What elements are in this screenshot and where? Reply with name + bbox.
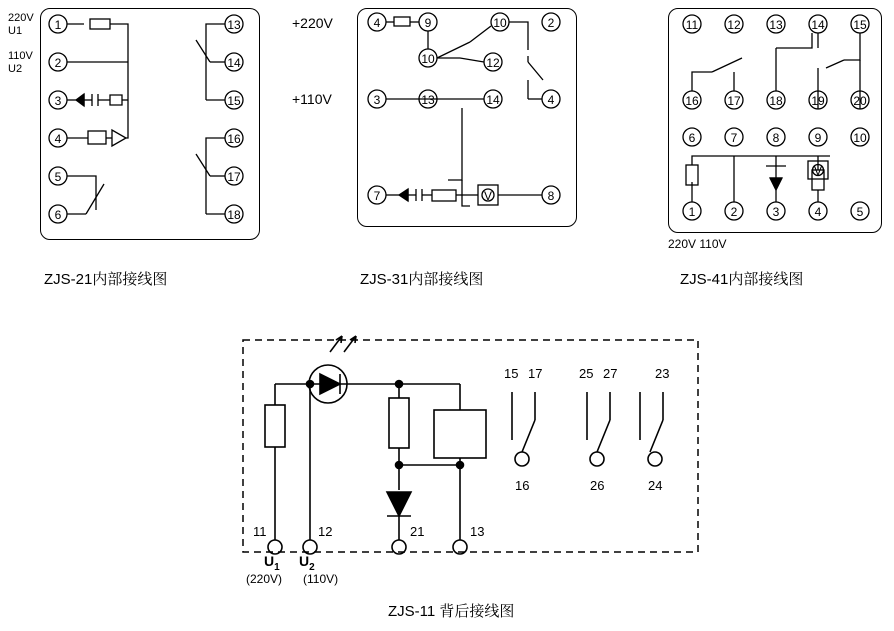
zjs11-contact-15: 15 <box>504 366 519 381</box>
zjs11-caption: ZJS-11 背后接线图 <box>388 603 515 620</box>
zjs11-u1-voltage: (220V) <box>246 572 283 586</box>
svg-text:12: 12 <box>486 56 500 70</box>
zjs11-contact-24: 24 <box>648 478 663 493</box>
svg-text:V: V <box>483 189 493 203</box>
svg-text:2: 2 <box>730 205 738 219</box>
svg-text:11: 11 <box>685 18 699 32</box>
zjs11-u1-label: $U_1$ <box>264 553 280 573</box>
svg-text:4: 4 <box>814 205 822 219</box>
svg-text:15: 15 <box>227 94 241 108</box>
zjs31-label-110v: +110V <box>292 91 332 107</box>
svg-text:17: 17 <box>227 170 241 184</box>
svg-text:4: 4 <box>54 132 62 146</box>
svg-text:12: 12 <box>727 18 741 32</box>
zjs21-caption: ZJS-21内部接线图 <box>44 271 168 288</box>
svg-text:16: 16 <box>227 132 241 146</box>
svg-text:8: 8 <box>772 131 780 145</box>
svg-text:3: 3 <box>772 205 780 219</box>
svg-text:1: 1 <box>688 205 696 219</box>
svg-text:19: 19 <box>811 94 825 108</box>
svg-text:5: 5 <box>856 205 864 219</box>
zjs11-terminal-12: 12 <box>318 524 333 539</box>
zjs41-bottom-label: 220V 110V <box>668 237 727 251</box>
svg-text:1: 1 <box>54 18 62 32</box>
svg-text:6: 6 <box>688 131 696 145</box>
svg-text:9: 9 <box>424 16 432 30</box>
zjs31-caption: ZJS-31内部接线图 <box>360 271 484 288</box>
svg-text:9: 9 <box>814 131 822 145</box>
zjs11-u2-voltage: (110V) <box>303 572 339 586</box>
svg-text:4: 4 <box>547 93 555 107</box>
svg-text:14: 14 <box>486 93 500 107</box>
svg-text:17: 17 <box>727 94 741 108</box>
svg-text:18: 18 <box>227 208 241 222</box>
zjs11-contact-17: 17 <box>528 366 543 381</box>
svg-text:7: 7 <box>730 131 738 145</box>
svg-text:3: 3 <box>54 94 62 108</box>
svg-text:10: 10 <box>493 16 507 30</box>
zjs11-terminal-13: 13 <box>470 524 485 539</box>
svg-text:5: 5 <box>54 170 62 184</box>
svg-text:13: 13 <box>421 93 435 107</box>
svg-text:10: 10 <box>853 131 867 145</box>
svg-text:13: 13 <box>769 18 783 32</box>
svg-text:10: 10 <box>421 52 435 66</box>
svg-text:6: 6 <box>54 208 62 222</box>
zjs11-contact-25: 25 <box>579 366 594 381</box>
svg-text:14: 14 <box>811 18 825 32</box>
zjs11-contact-26: 26 <box>590 478 605 493</box>
svg-text:V: V <box>813 164 823 178</box>
zjs11-contact-27: 27 <box>603 366 618 381</box>
svg-text:16: 16 <box>685 94 699 108</box>
svg-text:14: 14 <box>227 56 241 70</box>
svg-text:3: 3 <box>373 93 381 107</box>
zjs11-u2-label: $U_2$ <box>299 553 315 573</box>
svg-text:4: 4 <box>373 16 381 30</box>
svg-text:2: 2 <box>547 16 555 30</box>
zjs11-terminal-11: 11 <box>253 524 267 539</box>
zjs21-label-110v: 110V U2 <box>8 50 33 75</box>
zjs41-caption: ZJS-41内部接线图 <box>680 271 804 288</box>
zjs21-label-220v: 220V U1 <box>8 12 34 37</box>
svg-text:8: 8 <box>547 189 555 203</box>
svg-text:13: 13 <box>227 18 241 32</box>
zjs11-terminal-21: 21 <box>410 524 425 539</box>
zjs31-label-220v: +220V <box>292 15 333 31</box>
zjs11-contact-16: 16 <box>515 478 530 493</box>
svg-text:20: 20 <box>853 94 867 108</box>
svg-text:7: 7 <box>373 189 381 203</box>
svg-text:18: 18 <box>769 94 783 108</box>
zjs11-contact-23: 23 <box>655 366 670 381</box>
svg-text:2: 2 <box>54 56 62 70</box>
svg-text:15: 15 <box>853 18 867 32</box>
